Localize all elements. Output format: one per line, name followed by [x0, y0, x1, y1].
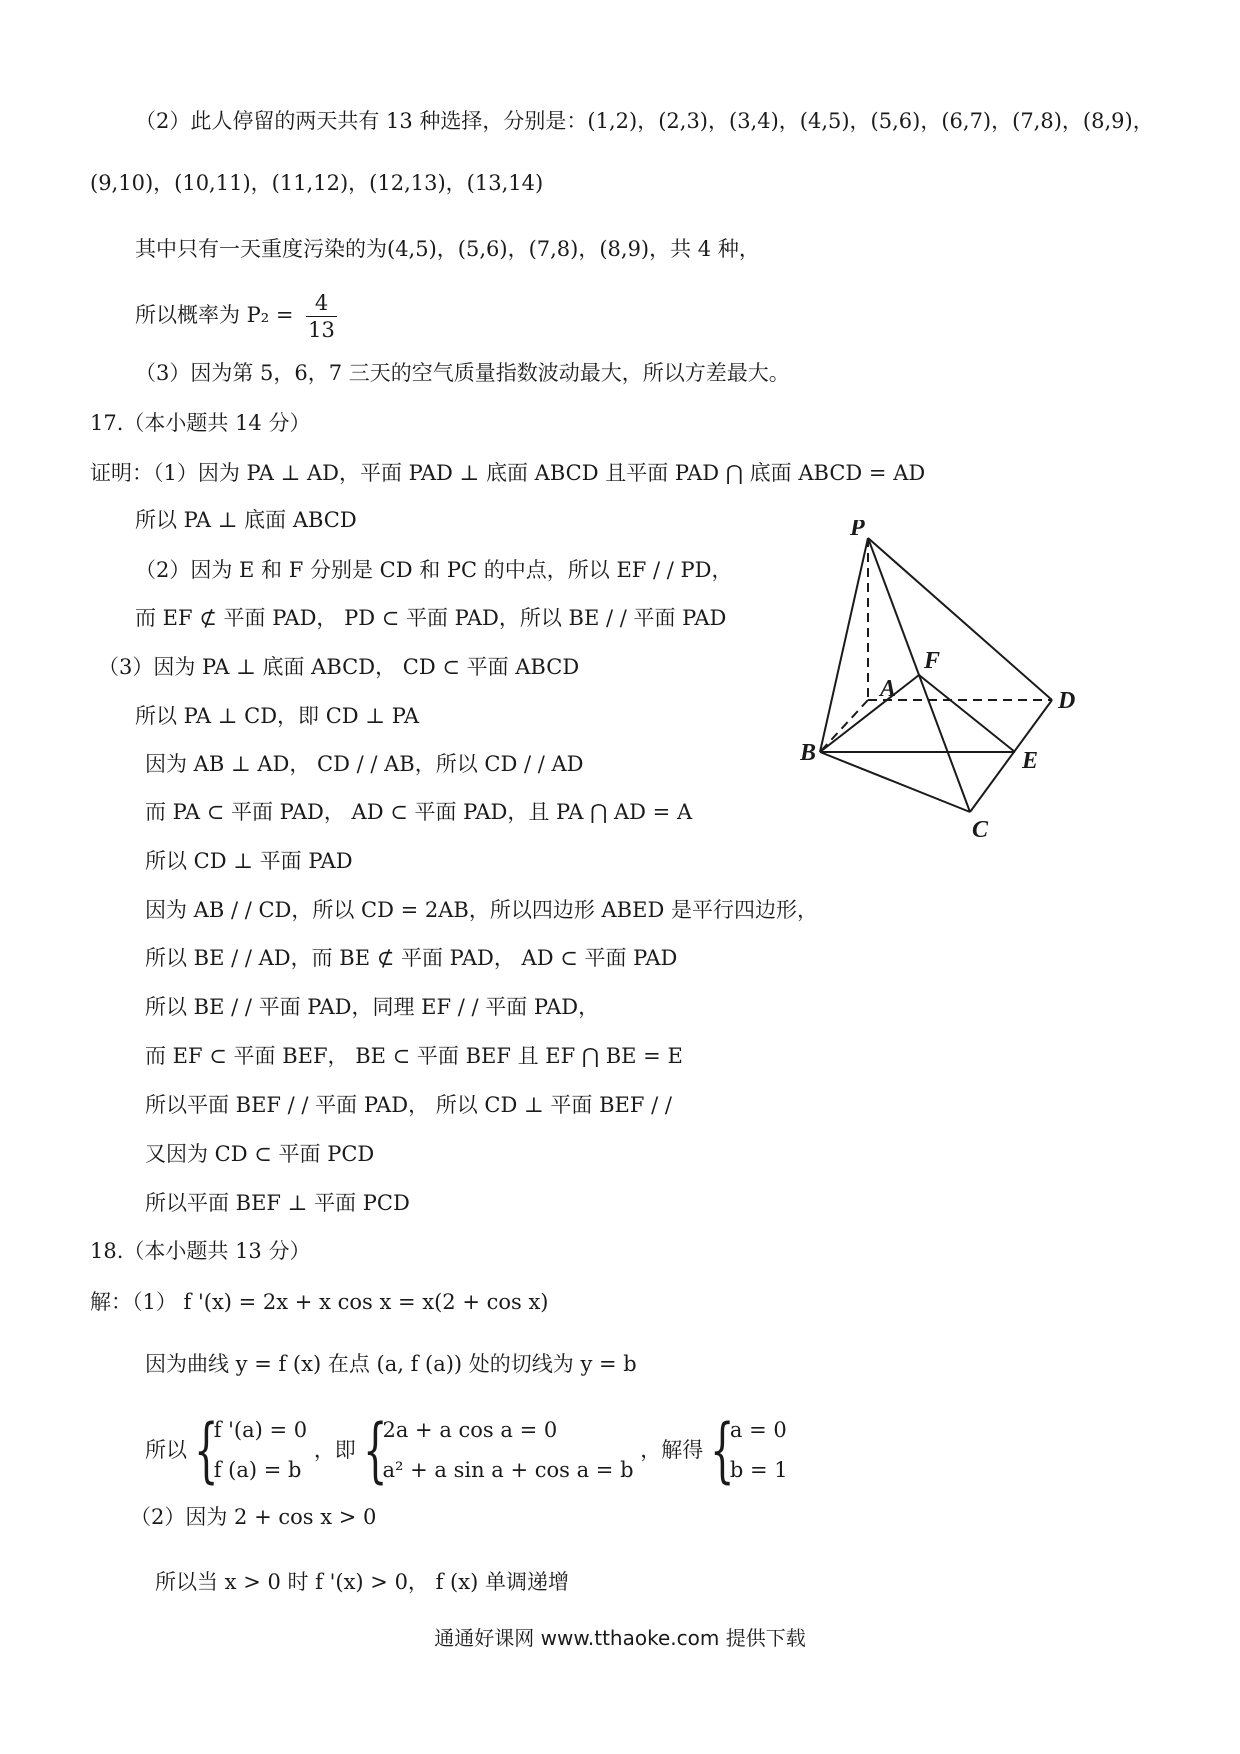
vertex-label-e: E: [1022, 748, 1039, 774]
text-line: 因为 AB / / CD，所以 CD = 2AB，所以四边形 ABED 是平行四边形，: [145, 898, 818, 922]
text-line: 所以 CD ⊥ 平面 PAD: [145, 849, 353, 873]
text-line: 所以平面 BEF ⊥ 平面 PCD: [145, 1191, 410, 1215]
edge-cd: [970, 700, 1052, 812]
section-heading: 18.（本小题共 13 分）: [90, 1239, 311, 1263]
pyramid-figure: [800, 520, 1100, 860]
text-line: 而 EF ⊄ 平面 PAD， PD ⊂ 平面 PAD，所以 BE / / 平面 PAD: [135, 606, 727, 630]
fraction-denominator: 13: [308, 318, 335, 342]
text-line: （3）因为第 5，6，7 三天的空气质量指数波动最大，所以方差最大。: [135, 361, 790, 385]
text-line: 所以 PA ⊥ CD，即 CD ⊥ PA: [135, 704, 420, 728]
brace-icon: {: [709, 1409, 735, 1491]
vertex-label-f: F: [924, 648, 941, 674]
text-line: (9,10)，(10,11)，(11,12)，(12,13)，(13,14): [90, 171, 544, 195]
text-line: 所以 BE / / 平面 PAD，同理 EF / / 平面 PAD，: [145, 995, 600, 1019]
brace-icon: {: [362, 1409, 388, 1491]
text-line: 所以 PA ⊥ 底面 ABCD: [135, 508, 357, 532]
text-line: 而 PA ⊂ 平面 PAD， AD ⊂ 平面 PAD，且 PA ⋂ AD = A: [145, 800, 693, 824]
fraction: [306, 290, 337, 343]
text-line: 而 EF ⊂ 平面 BEF， BE ⊂ 平面 BEF 且 EF ⋂ BE = E: [145, 1044, 683, 1068]
text-line: 其中只有一天重度污染的为(4,5)，(5,6)，(7,8)，(8,9)，共 4 种，: [135, 237, 760, 261]
edge-ab-dashed: [820, 700, 868, 752]
equation-row: f (a) = b: [213, 1458, 302, 1482]
footer-credit: 通通好课网 www.tthaoke.com 提供下载: [434, 1626, 806, 1650]
probability-line: [135, 290, 337, 343]
equation-system-2: [363, 1410, 634, 1490]
equation-system-line: [145, 1410, 788, 1490]
text-line: 因为 AB ⊥ AD， CD / / AB，所以 CD / / AD: [145, 752, 584, 776]
text-line: （2）此人停留的两天共有 13 种选择，分别是：(1,2)，(2,3)，(3,4)，(4,5)，(5,6)，(6,7)，(7,8)，(8,9)，: [135, 109, 1154, 133]
text-line: （2）因为 2 + cos x > 0: [130, 1505, 377, 1529]
edge-bc: [820, 752, 970, 812]
text-line: 解：（1） f '(x) = 2x + x cos x = x(2 + cos x): [90, 1290, 549, 1314]
probability-label: 所以概率为 P₂ =: [135, 303, 301, 327]
fraction-numerator: 4: [306, 290, 337, 317]
brace-icon: {: [193, 1409, 219, 1491]
equation-row: a² + a sin a + cos a = b: [382, 1458, 634, 1482]
system-connector: ，即: [313, 1438, 356, 1462]
vertex-label-c: C: [972, 817, 989, 843]
text-line: 所以 BE / / AD，而 BE ⊄ 平面 PAD， AD ⊂ 平面 PAD: [145, 946, 678, 970]
text-line: （3）因为 PA ⊥ 底面 ABCD， CD ⊂ 平面 ABCD: [98, 655, 580, 679]
text-line: 证明：（1）因为 PA ⊥ AD，平面 PAD ⊥ 底面 ABCD 且平面 PAD ⋂ 底面 ABCD = AD: [90, 461, 926, 485]
section-heading: 17.（本小题共 14 分）: [90, 411, 311, 435]
system-prefix: 所以: [145, 1438, 187, 1462]
system-connector: ，解得: [640, 1438, 704, 1462]
text-line: 所以平面 BEF / / 平面 PAD， 所以 CD ⊥ 平面 BEF / /: [145, 1093, 672, 1117]
vertex-label-a: A: [880, 676, 897, 702]
equation-row: 2a + a cos a = 0: [382, 1418, 558, 1442]
vertex-label-b: B: [800, 740, 817, 766]
vertex-label-p: P: [850, 520, 865, 541]
text-line: 因为曲线 y = f (x) 在点 (a, f (a)) 处的切线为 y = b: [145, 1352, 637, 1376]
text-line: 所以当 x > 0 时 f '(x) > 0， f (x) 单调递增: [155, 1570, 569, 1594]
equation-system-1: [194, 1410, 307, 1490]
text-line: 又因为 CD ⊂ 平面 PCD: [145, 1142, 375, 1166]
equation-row: b = 1: [729, 1458, 788, 1482]
equation-row: a = 0: [729, 1418, 787, 1442]
text-line: （2）因为 E 和 F 分别是 CD 和 PC 的中点，所以 EF / / PD，: [135, 558, 733, 582]
equation-row: f '(a) = 0: [213, 1418, 308, 1442]
vertex-label-d: D: [1058, 688, 1076, 714]
equation-system-3: [710, 1410, 788, 1490]
